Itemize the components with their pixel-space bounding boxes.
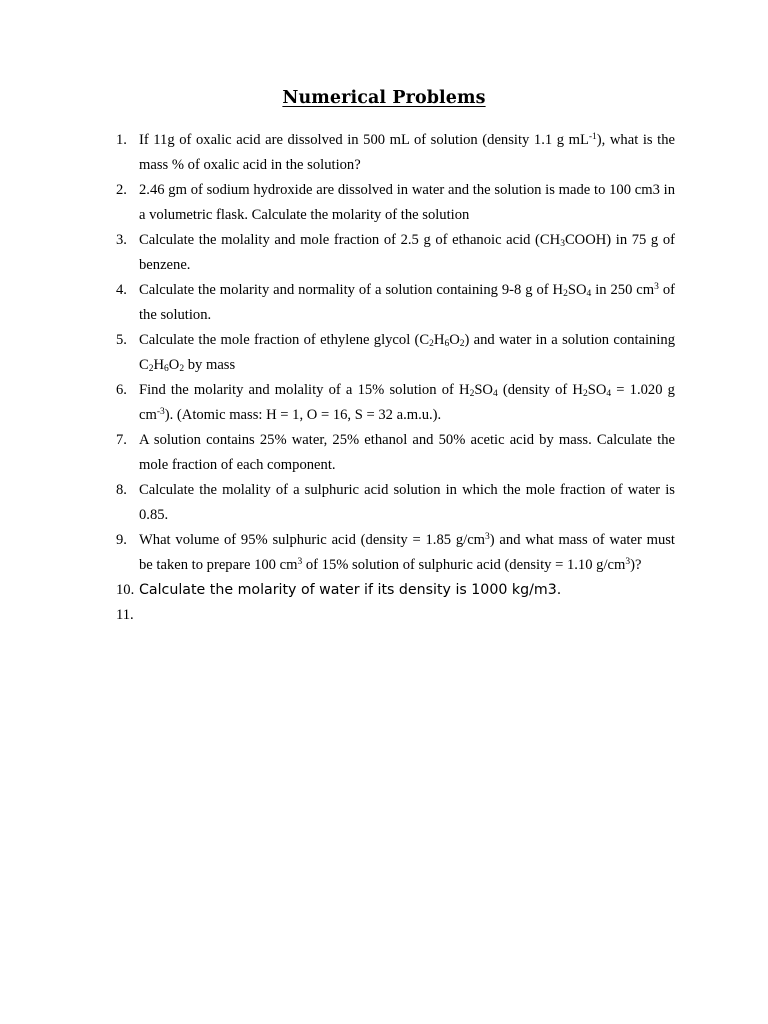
problem-item bbox=[0, 603, 768, 628]
problem-text bbox=[139, 528, 675, 578]
problem-list bbox=[0, 128, 768, 628]
problem-item bbox=[0, 428, 768, 478]
superscript-text: 3 bbox=[654, 282, 659, 292]
text-segment: by mass bbox=[184, 357, 236, 373]
problem-item bbox=[0, 178, 768, 228]
problem-item bbox=[0, 378, 768, 428]
problem-item bbox=[0, 478, 768, 528]
problem-number: 7. bbox=[116, 432, 127, 448]
problem-number: 10. bbox=[116, 582, 135, 598]
text-segment: Calculate the molality and mole fraction of 2.5 g of ethanoic acid (CH bbox=[139, 232, 561, 248]
problem-number: 2. bbox=[116, 182, 127, 198]
text-segment: O bbox=[449, 332, 460, 348]
text-segment: Calculate the molarity of water if its density is 1000 kg/m3. bbox=[139, 582, 562, 598]
text-segment: SO bbox=[474, 382, 493, 398]
text-segment: COOH) in 75 g of benzene. bbox=[139, 232, 675, 273]
page-title: Numerical Problems bbox=[282, 88, 486, 108]
text-segment: Calculate the molality of a sulphuric acid solution in which the mole fraction of water is 0.85. bbox=[139, 482, 675, 523]
subscript-text: 3 bbox=[560, 239, 565, 249]
problem-text bbox=[139, 603, 675, 628]
text-segment: Find the molarity and molality of a 15% solution of H bbox=[139, 382, 470, 398]
subscript-text: 2 bbox=[582, 389, 588, 399]
problem-item bbox=[0, 278, 768, 328]
subscript-text: 2 bbox=[459, 339, 465, 349]
problem-number: 3. bbox=[116, 232, 127, 248]
problem-number: 5. bbox=[116, 332, 127, 348]
text-segment: )? bbox=[630, 557, 642, 573]
superscript-text: -1 bbox=[588, 132, 597, 142]
problem-text bbox=[139, 228, 675, 278]
subscript-text: 2 bbox=[429, 339, 434, 349]
text-segment: SO bbox=[587, 382, 607, 398]
problem-item bbox=[0, 328, 768, 378]
problem-number: 8. bbox=[116, 482, 127, 498]
text-segment: If 11g of oxalic acid are dissolved in 500 mL of solution (density 1.1 g mL bbox=[139, 132, 589, 148]
text-segment: What volume of 95% sulphuric acid (density = 1.85 g/cm bbox=[139, 532, 486, 548]
text-segment: H bbox=[153, 357, 165, 373]
problem-text bbox=[139, 478, 675, 528]
text-segment: ) and what mass of water must be taken to prepare 100 cm bbox=[139, 532, 675, 573]
problem-text bbox=[139, 378, 675, 428]
problem-number: 1. bbox=[116, 132, 127, 148]
text-segment: ). (Atomic mass: H = 1, O = 16, S = 32 a.m.u.). bbox=[164, 407, 442, 423]
problem-number: 9. bbox=[116, 532, 127, 548]
problem-item bbox=[0, 528, 768, 578]
problem-text bbox=[139, 128, 675, 178]
text-segment: H bbox=[433, 332, 445, 348]
text-segment: A solution contains 25% water, 25% ethanol and 50% acetic acid by mass. Calculate the mole fraction of each component. bbox=[139, 432, 675, 473]
text-segment: = 1.020 g cm bbox=[139, 382, 675, 423]
text-segment: of 15% solution of sulphuric acid (density = 1.10 g/cm bbox=[302, 557, 626, 573]
text-segment: of the solution. bbox=[139, 282, 675, 323]
problem-item bbox=[0, 228, 768, 278]
problem-text bbox=[139, 278, 675, 328]
subscript-text: 4 bbox=[606, 389, 612, 399]
text-segment: SO bbox=[567, 282, 587, 298]
text-segment: 2.46 gm of sodium hydroxide are dissolved in water and the solution is made to 100 cm3 in a volumetric flask. Calculate the molarity of the solution bbox=[139, 182, 675, 223]
subscript-text: 6 bbox=[444, 339, 450, 349]
text-segment: in 250 cm bbox=[591, 282, 655, 298]
text-segment: Calculate the molarity and normality of a solution containing 9-8 g of H bbox=[139, 282, 564, 298]
subscript-text: 2 bbox=[179, 364, 185, 374]
text-segment: ), what is the mass % of oxalic acid in the solution? bbox=[139, 132, 675, 173]
superscript-text: 3 bbox=[485, 532, 490, 542]
subscript-text: 4 bbox=[586, 289, 592, 299]
text-segment: ) and water in a solution containing C bbox=[139, 332, 675, 373]
problem-number: 11. bbox=[116, 607, 134, 623]
problem-text bbox=[139, 428, 675, 478]
problem-number: 4. bbox=[116, 282, 127, 298]
problem-text bbox=[139, 328, 675, 378]
superscript-text: 3 bbox=[625, 557, 631, 567]
subscript-text: 6 bbox=[164, 364, 169, 374]
text-segment: O bbox=[168, 357, 180, 373]
subscript-text: 2 bbox=[148, 364, 154, 374]
subscript-text: 2 bbox=[563, 289, 568, 299]
problem-item bbox=[0, 128, 768, 178]
problem-text bbox=[139, 578, 675, 603]
problem-number: 6. bbox=[116, 382, 127, 398]
subscript-text: 4 bbox=[492, 389, 498, 399]
problem-text bbox=[139, 178, 675, 228]
subscript-text: 2 bbox=[469, 389, 475, 399]
text-segment: (density of H bbox=[497, 382, 583, 398]
text-segment: Calculate the mole fraction of ethylene glycol (C bbox=[139, 332, 430, 348]
superscript-text: 3 bbox=[297, 557, 303, 567]
superscript-text: -3 bbox=[156, 407, 165, 417]
problem-item bbox=[0, 578, 768, 603]
